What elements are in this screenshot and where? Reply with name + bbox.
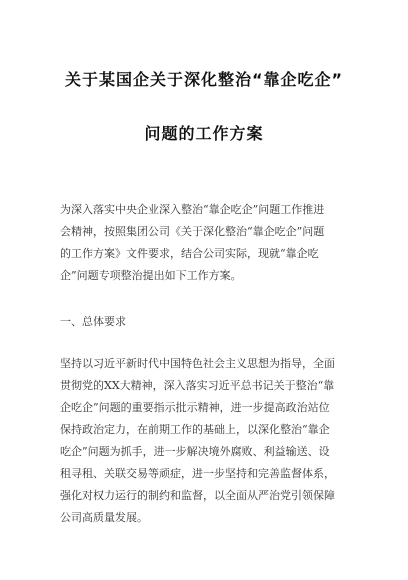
- section-heading-text: 一、总体要求: [60, 315, 126, 328]
- paragraph-line: 租寻租、关联交易等顽症，进一步坚持和完善监督体系，: [60, 467, 335, 480]
- paragraph-line: 强化对权力运行的制约和监督，以全面从严治党引领保障: [60, 489, 335, 502]
- paragraph-line: 的工作方案》文件要求，结合公司实际，现就“靠企吃: [60, 247, 319, 260]
- paragraph-line: 公司高质量发展。: [60, 511, 148, 524]
- paragraph-line: 保持政治定力，在前期工作的基础上，以深化整治“靠企: [60, 423, 330, 436]
- document-title-line-2: 问题的工作方案: [144, 124, 264, 143]
- general-requirements-paragraph: [60, 353, 360, 529]
- section-heading-general-requirements: [60, 311, 360, 333]
- document-title-line-1: 关于某国企关于深化整治“靠企吃企”: [64, 70, 344, 89]
- intro-paragraph: [60, 199, 360, 287]
- paragraph-line: 贯彻党的XX大精神，深入落实习近平总书记关于整治“靠: [60, 379, 335, 392]
- paragraph-line: 企吃企”问题的重要指示批示精神，进一步提高政治站位: [60, 401, 330, 414]
- paragraph-line: 企”问题专项整治提出如下工作方案。: [60, 269, 242, 282]
- paragraph-line: 为深入落实中央企业深入整治“靠企吃企”问题工作推进: [60, 203, 325, 216]
- paragraph-line: 会精神，按照集团公司《关于深化整治“靠企吃企”问题: [60, 225, 325, 238]
- paragraph-line: 坚持以习近平新时代中国特色社会主义思想为指导，全面: [60, 357, 335, 370]
- paragraph-line: 吃企”问题为抓手，进一步解决境外腐败、利益输送、设: [60, 445, 330, 458]
